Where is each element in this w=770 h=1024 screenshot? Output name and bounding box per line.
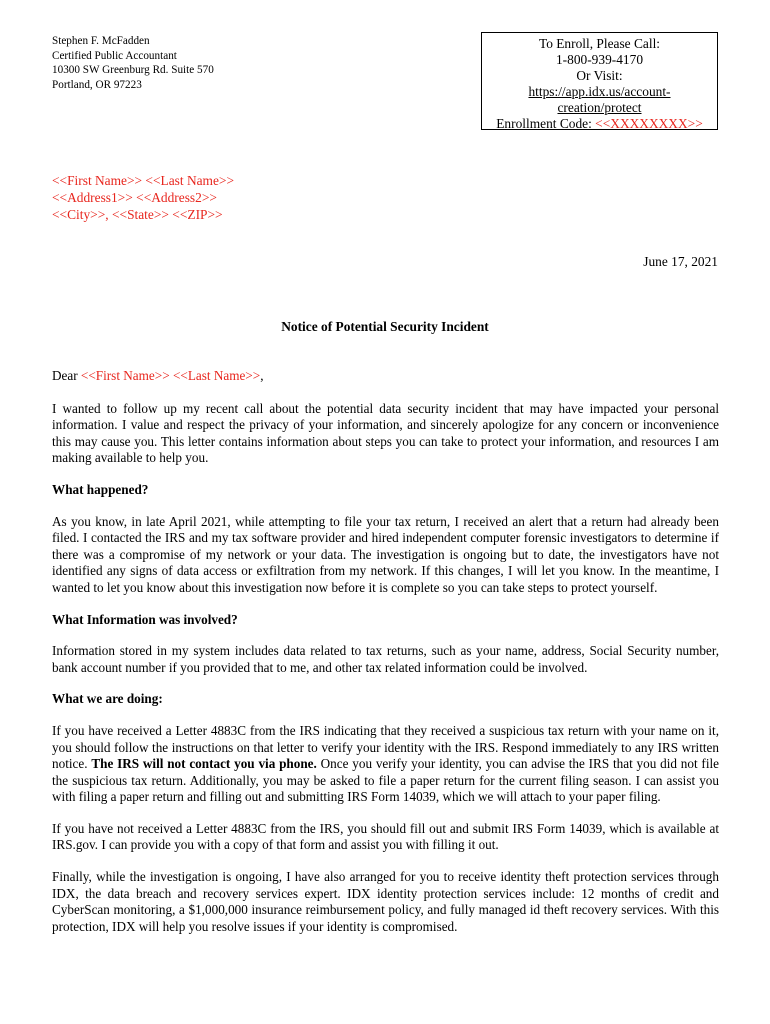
enroll-url-link[interactable] xyxy=(482,84,717,116)
greeting-prefix: Dear xyxy=(52,368,81,383)
info-involved-heading: What Information was involved? xyxy=(52,611,238,627)
enroll-visit-label: Or Visit: xyxy=(576,68,623,83)
enroll-call-label: To Enroll, Please Call: xyxy=(538,36,661,51)
sender-city: Portland, OR 97223 xyxy=(52,78,142,91)
letter-body xyxy=(52,368,719,950)
enrollment-box xyxy=(481,32,718,130)
what-happened-paragraph: As you know, in late April 2021, while attempting to file your tax return, I received an alert that a return had already been filed. I contacted the IRS and my tax software provider and hired independent computer forensic investigators to determine if there was a compromise of my network or your data. The investigation is ongoing but to date, the investigators have not identified any signs of data access or exfiltration from my network. If this changes, I will let you know. In the meantime, I wanted to let you know about this investigation now before it is complete so you can take steps to protect yourself. xyxy=(52,513,719,595)
info-involved-paragraph: Information stored in my system includes data related to tax returns, such as your name, address, Social Security number, bank account number if you provided that to me, and other tax related information could be involved. xyxy=(52,643,719,675)
greeting xyxy=(52,368,719,385)
doing-paragraph-1-end: Once you verify your identity, you can advise the IRS that you did not file the suspicious tax return. Additionally, you may be asked to file a paper return for the current filing season. I can assist you with filing a paper return and filling out and submitting IRS Form 14039, which we will attach to your paper filing. xyxy=(52,756,719,805)
recipient-city-line: <<City>>, <<State>> <<ZIP>> xyxy=(52,207,223,222)
recipient-name-line: <<First Name>> <<Last Name>> xyxy=(52,173,235,188)
greeting-name: <<First Name>> <<Last Name>> xyxy=(80,368,261,383)
enroll-code-value: <<XXXXXXXX>> xyxy=(595,116,703,131)
enroll-code-label: Enrollment Code: xyxy=(496,116,596,131)
recipient-address-line: <<Address1>> <<Address2>> xyxy=(52,190,217,205)
enroll-phone: 1-800-939-4170 xyxy=(555,52,644,67)
what-we-are-doing-heading: What we are doing: xyxy=(52,691,163,707)
sender-street: 10300 SW Greenburg Rd. Suite 570 xyxy=(52,64,214,76)
letter-subject: Notice of Potential Security Incident xyxy=(281,319,489,334)
enroll-url-line1: https://app.idx.us/account- xyxy=(528,84,671,99)
doing-paragraph-1-start: If you have received a Letter 4883C from the IRS indicating that they received a suspicious tax return with your name on it, you should follow the instructions on that letter to verify your identity with the IRS. Respond immediately to any IRS written notice. xyxy=(52,722,719,772)
enroll-code-row xyxy=(482,116,717,132)
letter-date: June 17, 2021 xyxy=(643,254,718,269)
doing-paragraph-2: If you have not received a Letter 4883C from the IRS, you should fill out and submit IRS Form 14039, which is available at IRS.gov. I can provide you with a copy of that form and assist you with filling it out. xyxy=(52,820,719,853)
intro-paragraph: I wanted to follow up my recent call about the potential data security incident that may have impacted your personal information. I value and respect the privacy of your information, and sincerely apologize for any concern or inconvenience this may cause you. This letter contains information about steps you can take to protect your information, and resources I am making available to help you. xyxy=(52,400,719,466)
what-happened-heading: What happened? xyxy=(52,481,149,497)
doing-paragraph-1 xyxy=(52,723,719,806)
irs-phone-warning: The IRS will not contact you via phone. xyxy=(91,756,317,772)
doing-paragraph-3: Finally, while the investigation is ongoing, I have also arranged for you to receive identity theft protection services through IDX, the data breach and recovery services expert. IDX identity protection services include: 12 months of credit and CyberScan monitoring, a $1,000,000 insurance reimbursement policy, and fully managed id theft recovery services. With this protection, IDX will help you resolve issues if your identity is compromised. xyxy=(52,869,719,934)
recipient-address-block xyxy=(52,172,234,223)
sender-name: Stephen F. McFadden xyxy=(52,35,150,47)
greeting-suffix: , xyxy=(260,368,264,383)
enroll-url-line2: creation/protect xyxy=(557,100,642,115)
sender-address-block xyxy=(52,34,214,92)
sender-title: Certified Public Accountant xyxy=(52,49,177,62)
